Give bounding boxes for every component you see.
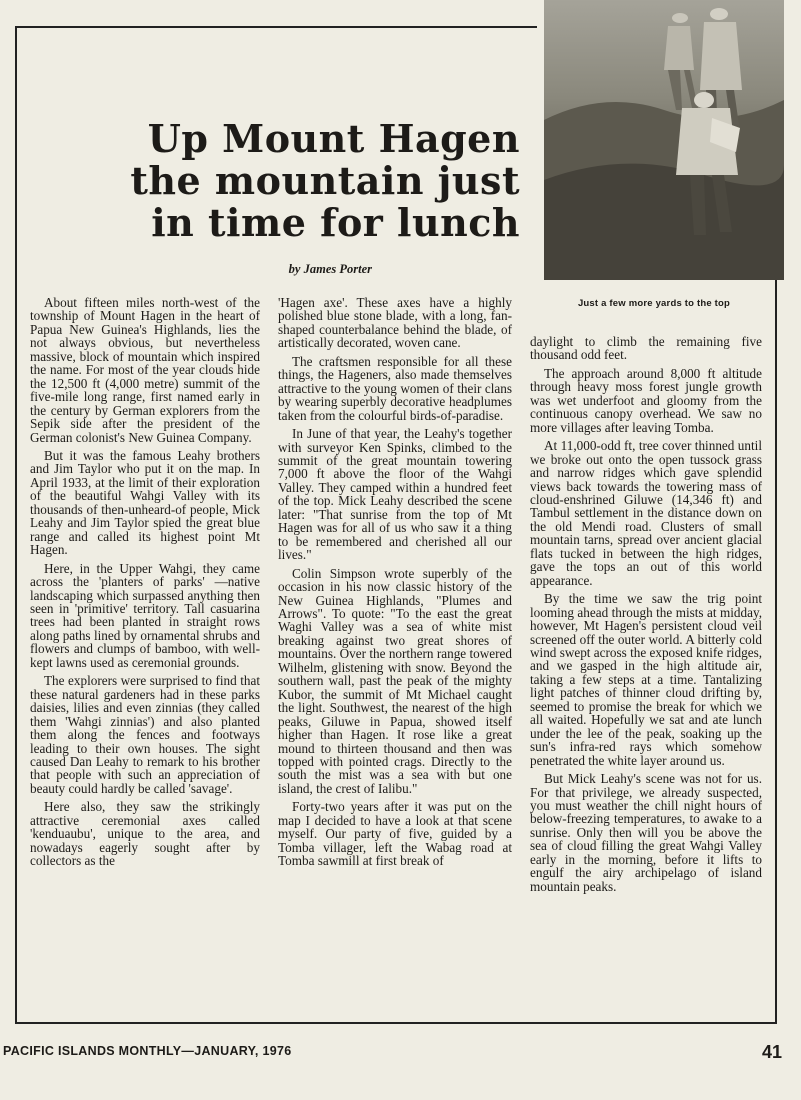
paragraph: 'Hagen axe'. These axes have a highly polished blue stone blade, with a long, fan-shaped counterbalance behind the blade, of artistically decorated, woven cane. — [278, 295, 512, 351]
headline-line-3: in time for lunch — [151, 200, 520, 245]
paragraph: At 11,000-odd ft, tree cover thinned until we broke out onto the open tussock grass and narrow ridges which gave splendid views back towards the towering mass of cloud-enshrined Giluwe (14,346 ft) and Tambul settlement in the distance down on the old Mendi road. Clusters of small mountain tarns, spread over ancient glacial flats tucked in between the high ridges, gave the tops an out of this world appearance. — [530, 438, 762, 588]
byline: by James Porter — [288, 262, 372, 276]
paragraph: The craftsmen responsible for all these things, the Hageners, also made themselves attractive to the young women of their clans by wearing superbly decorative headplumes taken from the colourful birds-of-paradise. — [278, 353, 512, 423]
headline — [100, 118, 520, 244]
hikers-photo — [544, 0, 784, 280]
paragraph: In June of that year, the Leahy's together with surveyor Ken Spinks, climbed to the summit of the great mountain towering 7,000 ft above the floor of the Wahgi Valley. They camped within a hundred feet of the top. Mick Leahy described the scene later: "That sunrise from the top of Mt Hagen was for all of us who saw it a thing to be remembered and cherished all our lives." — [278, 426, 512, 563]
paragraph: daylight to climb the remaining five thousand odd feet. — [530, 334, 762, 363]
article-column-2 — [278, 296, 512, 873]
paragraph: The explorers were surprised to find that these natural gardeners had in these parks daisies, lilies and even zinnias (they called them 'Wahgi zinnias') and also planted them along the fences and footways leading to their own houses. The sight caused Dan Leahy to remark to his brother that people with such an appreciation of beauty could hardly be called 'savage'. — [30, 673, 260, 796]
paragraph: The approach around 8,000 ft altitude through heavy moss forest jungle growth was wet underfoot and gloomy from the continuous canopy overhead. We saw no more villages after leaving Tomba. — [530, 365, 762, 435]
hikers-photo-image — [544, 0, 784, 280]
paragraph: By the time we saw the trig point looming ahead through the mists at midday, however, Mt Hagen's persistent cloud veil screened off the outer world. A bitterly cold wind swept across the exposed knife ridges, and we gasped in the high altitude air, taking a few steps at a time. Tantalizing light patches of thinner cloud drifting by, seemed to promise the break for which we all waited. Hopefully we sat and ate lunch under the lee of the peak, soaking up the sun's infra-red rays which somehow penetrated the white layer around us. — [530, 591, 762, 768]
photo-caption: Just a few more yards to the top — [577, 298, 731, 309]
page-number: 41 — [762, 1042, 783, 1062]
paragraph: Here, in the Upper Wahgi, they came across the 'planters of parks' —native landscaping which surpassed anything then seen in 'primitive' territory. Tall casuarina trees had been planted in straight rows along paths lined by ornamental shrubs and flowers and clumps of bamboo, with well-kept lawns used as ceremonial grounds. — [30, 560, 260, 670]
headline-line-2: the mountain just — [130, 158, 520, 203]
article-column-3 — [530, 335, 762, 898]
paragraph: But Mick Leahy's scene was not for us. For that privilege, we already suspected, you must weather the chill night hours of below-freezing temperatures, to awake to a sunrise. Only then will you be above the sea of cloud filling the great Wahgi Valley early in the morning, before it lifts to engulf the airy archipelago of island mountain peaks. — [530, 771, 762, 894]
paragraph: Here also, they saw the strikingly attractive ceremonial axes called 'kenduaubu', unique to the area, and nowadays eagerly sought after by collectors as the — [30, 799, 260, 869]
paragraph: Colin Simpson wrote superbly of the occasion in his now classic history of the New Guinea Highlands, "Plumes and Arrows". To quote: "To the east the great Waghi Valley was a sea of white mist breaking against two great shores of mountains. Over the northern range towered Wilhelm, glistening with snow. Beyond the southern wall, past the peak of the mighty Kubor, the summit of Mt Michael caught the light. Southwest, the nearest of the high peaks, Giluwe in Papua, showed itself higher than Hagen. It rose like a great mound to thirteen thousand and then was topped with pointed crags. Directly to the south the mist was a sea with but one island, the crest of Ialibu." — [278, 565, 512, 796]
article-column-1 — [30, 296, 260, 873]
paragraph: Forty-two years after it was put on the map I decided to have a look at that scene myself. Our party of five, guided by a Tomba villager, left the Wabag road at Tomba sawmill at first break of — [278, 799, 512, 869]
paragraph: About fifteen miles north-west of the township of Mount Hagen in the heart of Papua New Guinea's Highlands, lies the not always obvious, but nevertheless massive, block of mountain which inspired the name. For most of the year clouds hide the 12,500 ft (4,000 metre) summit of the five-mile long range, first named early in the century by German explorers from the Sepik side after the president of the German colonist's New Guinea Company. — [30, 295, 260, 445]
publication-footer: PACIFIC ISLANDS MONTHLY—JANUARY, 1976 — [3, 1044, 292, 1058]
headline-line-1: Up Mount Hagen — [147, 116, 520, 161]
paragraph: But it was the famous Leahy brothers and Jim Taylor who put it on the map. In April 1933, at the limit of their exploration of the beautiful Wahgi Valley with its thousands of then-unheard-of people, Mick Leahy and Jim Taylor spied the great blue range and called its highest point Mt Hagen. — [30, 447, 260, 558]
